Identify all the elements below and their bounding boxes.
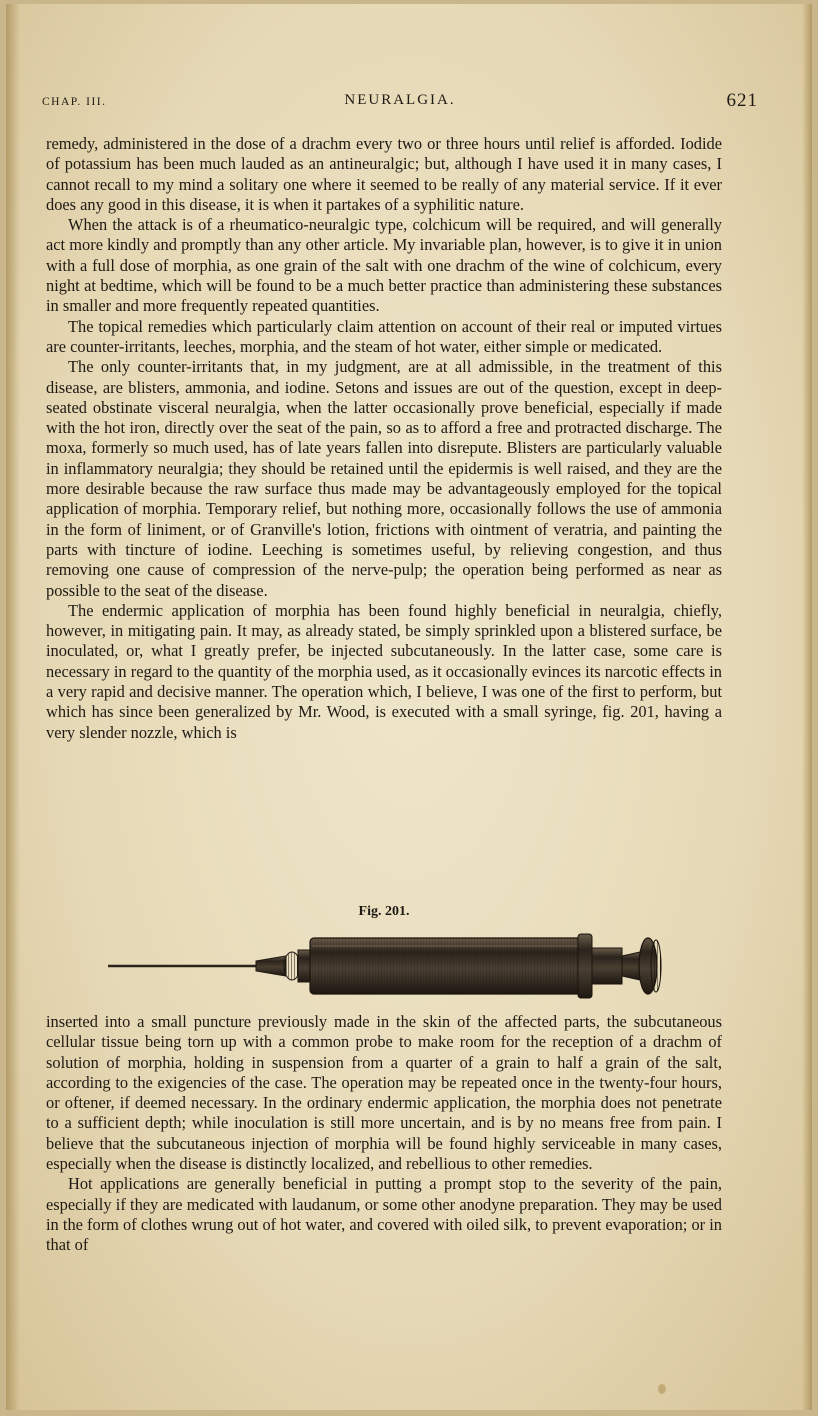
paragraph: Hot applications are generally beneficial in putting a prompt stop to the severity of the pain, especially if they are medicated with laudanum, or some other anodyne preparation. They may be used in the form of clothes wrung out of hot water, and covered with oiled silk, to prevent evaporation; or in that of	[46, 1174, 722, 1255]
page-edge-shadow	[802, 4, 812, 1410]
figure-caption: Fig. 201.	[358, 904, 410, 919]
paper-stain	[658, 1384, 666, 1394]
page-number: 621	[726, 90, 758, 111]
section-title: NEURALGIA.	[344, 92, 456, 108]
body-text-lower	[46, 1012, 722, 1256]
book-page	[6, 4, 812, 1410]
body-text-upper	[46, 134, 722, 743]
paragraph: The only counter-irritants that, in my judgment, are at all admissible, in the treatment of this disease, are blisters, ammonia, and iodine. Setons and issues are out of the question, except in deep-seated obstinate visceral neuralgia, when the latter occasionally prove beneficial, especially if made with the hot iron, directly over the seat of the pain, so as to afford a free and protracted discharge. The moxa, formerly so much used, has of late years fallen into disrepute. Blisters are particularly valuable in inflammatory neuralgia; they should be retained until the epidermis is well raised, and they are the more desirable because the raw surface thus made may be advantageously employed for the topical application of morphia. Temporary relief, but nothing more, occasionally follows the use of ammonia in the form of liniment, or of Granville's lotion, frictions with ointment of veratria, and painting the parts with tincture of iodine. Leeching is sometimes useful, by relieving congestion, and thus removing one cause of compression of the nerve-pulp; the operation being performed as near as possible to the seat of the disease.	[46, 357, 722, 600]
paragraph: When the attack is of a rheumatico-neuralgic type, colchicum will be required, and will generally act more kindly and promptly than any other article. My invariable plan, however, is to give it in union with a full dose of morphia, as one grain of the salt with one drachm of the wine of colchicum, every night at bedtime, which will be found to be a much better practice than administering these substances in smaller and more frequently repeated quantities.	[46, 215, 722, 316]
paragraph: remedy, administered in the dose of a drachm every two or three hours until relief is afforded. Iodide of potassium has been much lauded as an antineuralgic; but, although I have used it in many cases, I cannot recall to my mind a solitary one where it seemed to be really of any material service. If it ever does any good in this disease, it is when it partakes of a syphilitic nature.	[46, 134, 722, 214]
page-spine-shadow	[6, 4, 20, 1410]
figure-201	[46, 904, 722, 1004]
running-head	[42, 90, 758, 116]
paragraph: The endermic application of morphia has been found highly beneficial in neuralgia, chiefly, however, in mitigating pain. It may, as already stated, be simply sprinkled upon a blistered surface, be inoculated, or, what I greatly prefer, be injected subcutaneously. In the latter case, some care is necessary in regard to the quantity of the morphia used, as it occasionally evinces its narcotic effects in a very rapid and decisive manner. The operation which, I believe, I was one of the first to perform, but which has since been generalized by Mr. Wood, is executed with a small syringe, fig. 201, having a very slender nozzle, which is	[46, 600, 722, 742]
paragraph: The topical remedies which particularly claim attention on account of their real or imputed virtues are counter-irritants, leeches, morphia, and the steam of hot water, either simple or medicated.	[46, 316, 722, 356]
syringe-illustration	[108, 930, 664, 1002]
paragraph: inserted into a small puncture previously made in the skin of the affected parts, the subcutaneous cellular tissue being torn up with a common probe to make room for the reception of a drachm of solution of morphia, holding in suspension from a quarter of a grain to half a grain of the salt, according to the exigencies of the case. The operation may be repeated once in the twenty-four hours, or oftener, if deemed necessary. In the ordinary endermic application, the morphia does not penetrate to a sufficient depth; while inoculation is still more uncertain, and is by no means free from pain. I believe that the subcutaneous injection of morphia will be found highly serviceable in many cases, especially when the disease is distinctly localized, and rebellious to other remedies.	[46, 1012, 722, 1174]
chapter-label: CHAP. III.	[42, 96, 107, 108]
